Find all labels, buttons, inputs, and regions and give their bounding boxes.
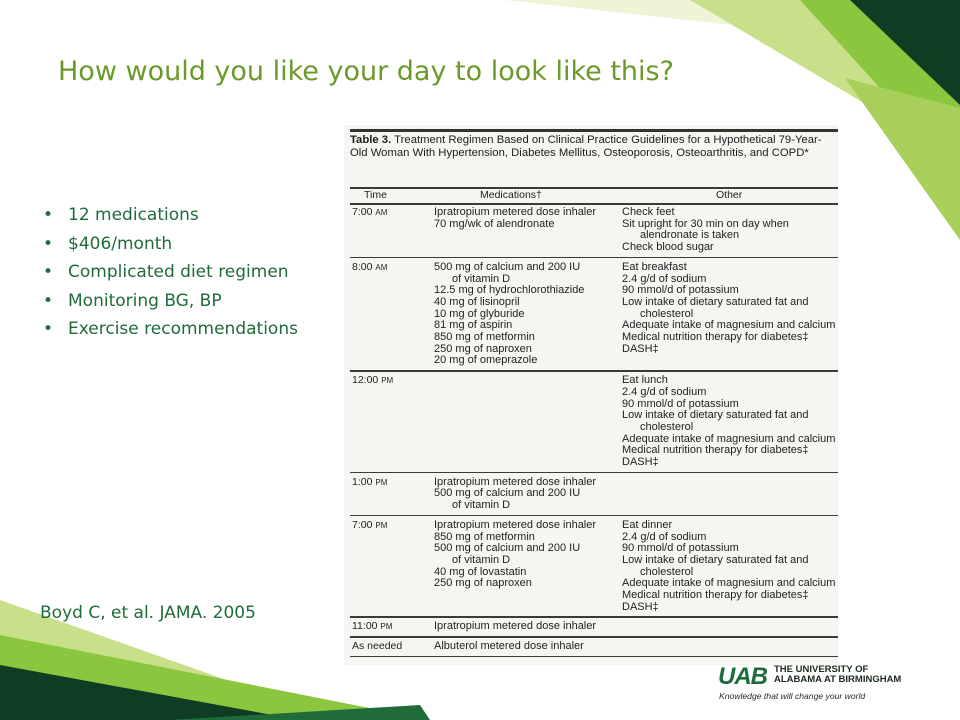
column-header-time: Time [364, 189, 387, 201]
other-line: Adequate intake of magnesium and calcium [622, 432, 836, 445]
row-time-value: 12:00 [352, 374, 379, 387]
row-time-value: 8:00 [352, 260, 373, 273]
medication-line: Ipratropium metered dose inhaler [434, 475, 597, 488]
medication-line: 20 mg of omeprazole [434, 354, 538, 367]
scanned-table [344, 125, 838, 665]
other-line: 90 mmol/d of potassium [622, 397, 739, 410]
row-other [622, 262, 837, 356]
medication-line: 250 mg of naproxen [434, 577, 532, 590]
other-line: Check feet [622, 206, 675, 218]
row-medications [434, 520, 614, 590]
row-time [352, 262, 387, 274]
row-time [352, 207, 387, 219]
other-line: 90 mmol/d of potassium [622, 542, 739, 555]
row-medications [434, 207, 614, 230]
row-other [622, 375, 837, 469]
other-line: Low intake of dietary saturated fat and [622, 409, 809, 422]
row-time-period: PM [375, 520, 388, 530]
medication-line: 70 mg/wk of alendronate [434, 217, 555, 230]
medication-line: 250 mg of naproxen [434, 342, 532, 355]
table-caption-label: Table 3. [350, 134, 392, 146]
other-line: cholesterol [640, 420, 694, 433]
row-other [622, 520, 837, 614]
slide-title: How would you like your day to look like this? [58, 56, 674, 87]
medication-line: Ipratropium metered dose inhaler [434, 518, 597, 531]
bullet-item: • Monitoring BG, BP [40, 291, 298, 320]
medication-line: 500 mg of calcium and 200 IU [434, 260, 581, 273]
row-time-period: PM [381, 376, 394, 386]
bullet-item: • $406/month [40, 234, 298, 263]
row-medications [434, 621, 614, 633]
other-line: DASH‡ [622, 456, 659, 469]
row-medications [434, 262, 614, 367]
medication-line: of vitamin D [452, 499, 511, 512]
medication-line: 81 mg of aspirin [434, 319, 513, 332]
other-line: Medical nutrition therapy for diabetes‡ [622, 589, 809, 602]
header-bottom-rule [350, 203, 838, 205]
row-time-value: 7:00 [352, 518, 373, 531]
row-divider [350, 656, 838, 658]
medication-line: of vitamin D [452, 553, 511, 566]
row-time-period: PM [380, 622, 393, 632]
row-time-value: As needed [352, 640, 403, 653]
other-line: 2.4 g/d of sodium [622, 385, 707, 398]
other-line: Low intake of dietary saturated fat and [622, 553, 809, 566]
other-line: DASH‡ [622, 342, 659, 355]
other-line: alendronate is taken [640, 229, 740, 242]
citation: Boyd C, et al. JAMA. 2005 [40, 603, 256, 623]
other-line: Medical nutrition therapy for diabetes‡ [622, 331, 809, 344]
other-line: DASH‡ [622, 600, 659, 613]
other-line: cholesterol [640, 565, 694, 578]
medication-line: of vitamin D [452, 272, 511, 285]
uab-logo-name [774, 665, 901, 685]
other-line: Check blood sugar [622, 241, 714, 254]
medication-line: 850 mg of metformin [434, 530, 535, 543]
medication-line: Ipratropium metered dose inhaler [434, 206, 597, 218]
row-time-value: 1:00 [352, 475, 373, 488]
medication-line: 40 mg of lisinopril [434, 295, 520, 308]
other-line: Eat lunch [622, 374, 668, 387]
other-line: Sit upright for 30 min on day when [622, 217, 789, 230]
row-time-value: 11:00 [352, 620, 378, 633]
row-divider [350, 257, 838, 259]
uab-logo-name-line: THE UNIVERSITY OF [774, 664, 869, 675]
medication-line: 12.5 mg of hydrochlorothiazide [434, 284, 585, 297]
bullet-item: • 12 medications [40, 205, 298, 234]
table-caption-text: Treatment Regimen Based on Clinical Practice Guidelines for a Hypothetical 79-Year-Old Woman With Hypertension, Diabetes Mellitus, Osteoporosis, Osteoarthritis, and COPD* [350, 134, 822, 159]
row-other [622, 207, 837, 254]
header-top-rule [350, 187, 838, 189]
row-time [352, 621, 392, 633]
other-line: Medical nutrition therapy for diabetes‡ [622, 444, 809, 457]
row-time-value: 7:00 [352, 206, 373, 218]
other-line: 90 mmol/d of potassium [622, 284, 739, 297]
column-header-other: Other [716, 189, 743, 201]
uab-logo-tagline: Knowledge that will change your world [719, 691, 866, 701]
row-divider [350, 616, 838, 618]
row-time-period: AM [375, 208, 388, 217]
uab-logo [718, 662, 948, 702]
bullet-item: • Complicated diet regimen [40, 262, 298, 291]
table-caption [350, 134, 834, 160]
medication-line: 500 mg of calcium and 200 IU [434, 542, 581, 555]
other-line: Eat breakfast [622, 260, 687, 273]
row-medications [434, 641, 614, 653]
row-time [352, 641, 402, 653]
other-line: 2.4 g/d of sodium [622, 530, 707, 543]
row-divider [350, 515, 838, 517]
medication-line: 10 mg of glyburide [434, 307, 525, 320]
uab-logo-name-line: ALABAMA AT BIRMINGHAM [774, 674, 902, 685]
row-divider [350, 636, 838, 638]
column-header-medications: Medications† [480, 189, 542, 201]
medication-line: 40 mg of lovastatin [434, 565, 527, 578]
other-line: Low intake of dietary saturated fat and [622, 295, 809, 308]
row-time-period: AM [375, 262, 388, 272]
medication-line: Albuterol metered dose inhaler [434, 640, 584, 653]
row-time [352, 520, 387, 532]
other-line: Adequate intake of magnesium and calcium [622, 577, 836, 590]
uab-logo-mark: UAB [718, 663, 767, 690]
medication-line: Ipratropium metered dose inhaler [434, 620, 597, 633]
other-line: Eat dinner [622, 518, 673, 531]
row-medications [434, 477, 614, 512]
other-line: cholesterol [640, 307, 694, 320]
medication-line: 500 mg of calcium and 200 IU [434, 487, 581, 500]
row-time [352, 477, 387, 489]
bullet-item: • Exercise recommendations [40, 319, 298, 348]
bullet-list [40, 205, 298, 348]
other-line: Adequate intake of magnesium and calcium [622, 319, 836, 332]
other-line: 2.4 g/d of sodium [622, 272, 707, 285]
row-divider [350, 472, 838, 474]
row-divider [350, 370, 838, 372]
table-top-rule [350, 129, 838, 132]
row-time-period: PM [375, 477, 388, 487]
row-time [352, 375, 393, 387]
medication-line: 850 mg of metformin [434, 331, 535, 344]
